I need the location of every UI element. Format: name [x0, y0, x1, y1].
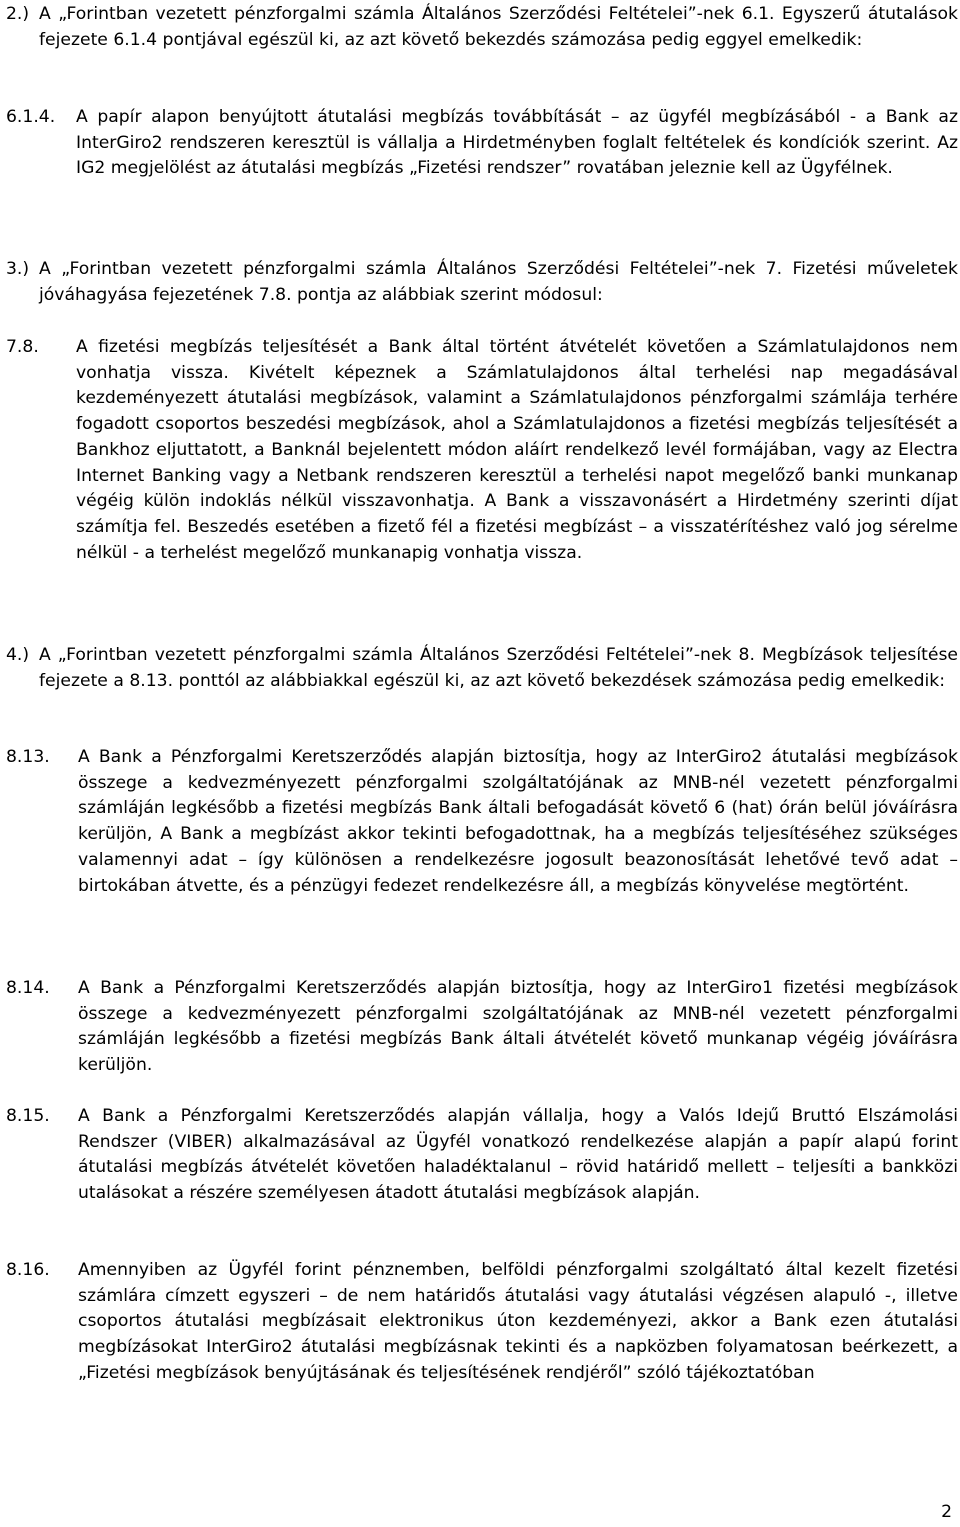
item-text: A „Forintban vezetett pénzforgalmi számla Általános Szerződési Feltételei”-nek 6.1. Egyszerű átutalások fejezete 6.1.4 pontjával egészül ki, az azt követő bekezdés számozása pedig eggyel emelkedik: [39, 4, 958, 50]
section-text: A fizetési megbízás teljesítését a Bank által történt átvételét követően a Számlatulajdonos nem vonhatja vissza. Kivételt képeznek a Számlatulajdonos által terhelési nap megadásával kezdeményezett átutalási megbízások, valamint a Számlatulajdonos pénzforgalmi számlája terhére fogadott csoportos beszedési megbízások, ahol a Számlatulajdonos a fizetési megbízás teljesítését a Bankhoz eljuttatott, a Banknál bejelentett módon aláírt rendelkező levél formájában, vagy az Electra Internet Banking vagy a Netbank rendszeren keresztül a terhelési napot megelőző banki munkanap végéig külön indoklás nélkül visszavonhatja. A Bank a visszavonásért a Hirdetmény szerinti díjat számítja fel. Beszedés esetében a fizető fél a fizetési megbízást – a visszatérítéshez való jog sérelme nélkül - a terhelést megelőző munkanapig vonhatja vissza. [76, 337, 958, 563]
section-text: A Bank a Pénzforgalmi Keretszerződés alapján vállalja, hogy a Valós Idejű Bruttó Elszámolási Rendszer (VIBER) alkalmazásával az Ügyfél vonatkozó rendelkezése alapján a papír alapú forint átutalási megbízás átvételét követően haladéktalanul – rövid határidő mellett – teljesíti a bankközi utalásokat a részére személyesen átadott átutalási megbízások alapján. [78, 1106, 958, 1204]
section-8-13 [6, 745, 958, 899]
section-8-14 [6, 976, 958, 1079]
item-text: A „Forintban vezetett pénzforgalmi számla Általános Szerződési Feltételei”-nek 8. Megbízások teljesítése fejezete a 8.13. ponttól az alábbiakkal egészül ki, az azt követő bekezdések számozása pedig emelkedik: [39, 645, 958, 691]
section-8-16 [6, 1258, 958, 1387]
item-2 [6, 2, 958, 53]
section-number: 8.15. [6, 1106, 50, 1126]
section-text: Amennyiben az Ügyfél forint pénznemben, belföldi pénzforgalmi szolgáltató által kezelt fizetési számlára címzett egyszeri – de nem határidős átutalási vagy átutalási végzésen alapuló -, illetve csoportos átutalási megbízásait elektronikus úton kezdeményezi, akkor a Bank ezen átutalási megbízásokat InterGiro2 átutalási megbízásnak tekinti és a napközben folyamatosan beérkezett, a „Fizetési megbízások benyújtásának és teljesítésének rendjéről” szóló tájékoztatóban [78, 1260, 958, 1383]
section-number: 8.14. [6, 978, 50, 998]
page-number: 2 [941, 1502, 952, 1522]
item-number: 2.) [6, 4, 30, 24]
section-number: 8.13. [6, 747, 50, 767]
item-number: 4.) [6, 645, 30, 665]
section-8-15 [6, 1104, 958, 1207]
item-4 [6, 643, 958, 694]
section-6-1-4 [6, 105, 958, 182]
section-number: 7.8. [6, 337, 39, 357]
section-text: A Bank a Pénzforgalmi Keretszerződés alapján biztosítja, hogy az InterGiro1 fizetési megbízások összege a kedvezményezett pénzforgalmi szolgáltatójának az MNB-nél vezetett pénzforgalmi számláján legkésőbb a fizetési megbízás Bank általi átvételét követő munkanap végéig jóváírásra kerüljön. [78, 978, 958, 1076]
section-number: 6.1.4. [6, 107, 56, 127]
section-7-8 [6, 335, 958, 566]
section-text: A Bank a Pénzforgalmi Keretszerződés alapján biztosítja, hogy az InterGiro2 átutalási megbízások összege a kedvezményezett pénzforgalmi szolgáltatójának az MNB-nél vezetett pénzforgalmi számláján legkésőbb a fizetési megbízás Bank általi befogadását követő 6 (hat) órán belül jóváírásra kerüljön, A Bank a megbízást akkor tekinti befogadottnak, ha a megbízás teljesítéséhez szükséges valamennyi adat – így különösen a rendelkezésre jogosult beazonosítását lehetővé tevő adat – birtokában átvette, és a pénzügyi fedezet rendelkezésre áll, a megbízás könyvelése megtörtént. [78, 747, 958, 896]
item-number: 3.) [6, 259, 30, 279]
item-3 [6, 257, 958, 308]
section-number: 8.16. [6, 1260, 50, 1280]
item-text: A „Forintban vezetett pénzforgalmi számla Általános Szerződési Feltételei”-nek 7. Fizetési műveletek jóváhagyása fejezetének 7.8. pontja az alábbiak szerint módosul: [39, 259, 958, 305]
section-text: A papír alapon benyújtott átutalási megbízás továbbítását – az ügyfél megbízásából - a Bank az InterGiro2 rendszeren keresztül is vállalja a Hirdetményben foglalt feltételek és kondíciók szerint. Az IG2 megjelölést az átutalási megbízás „Fizetési rendszer” rovatában jeleznie kell az Ügyfélnek. [76, 107, 958, 179]
